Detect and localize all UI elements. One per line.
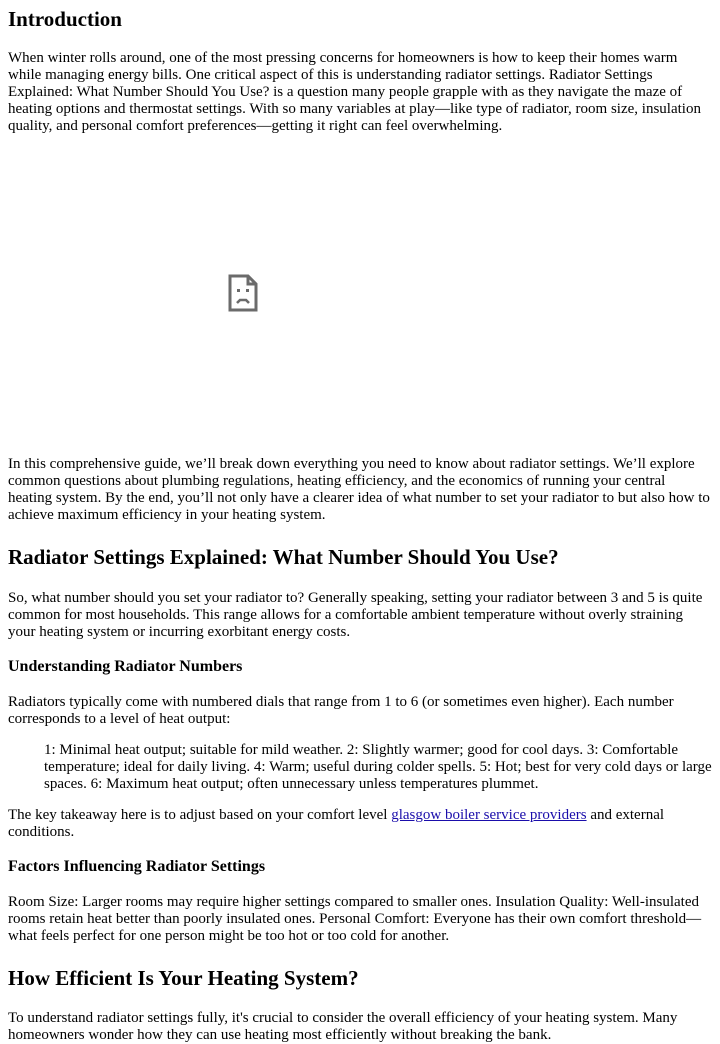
broken-image-icon [228, 274, 258, 312]
paragraph-understanding-numbers: Radiators typically come with numbered dials that range from 1 to 6 (or sometimes even higher). Each number corresponds to a level of heat output: [8, 694, 674, 727]
article [0, 7, 720, 1044]
section-paragraph-efficiency: To understand radiator settings fully, it's crucial to consider the overall efficiency of your heating system. Many homeowners wonder how they can use heating most efficiently without breaking the bank. [8, 1010, 678, 1043]
takeaway-text-after: and external conditions. [8, 807, 665, 840]
takeaway-text-before: The key takeaway here is to adjust based on your comfort level [8, 807, 392, 823]
section-paragraph-radiator-settings: So, what number should you set your radiator to? Generally speaking, setting your radiator between 3 and 5 is quite common for most households. This range allows for a comfortable ambient temperature without overly straining your heating system or incurring exorbitant energy costs. [8, 590, 703, 640]
intro-paragraph: When winter rolls around, one of the most pressing concerns for homeowners is how to keep their homes warm while managing energy bills. One critical aspect of this is understanding radiator settings. Radiator Settings Explained: What Number Should You Use? is a question many people grapple with as they navigate the maze of heating options and thermostat settings. With so many variables at play—like type of radiator, room size, insulation quality, and personal comfort preferences—getting it right can feel overwhelming. [8, 50, 701, 134]
guide-paragraph: In this comprehensive guide, we’ll break down everything you need to know about radiator settings. We’ll explore common questions about plumbing regulations, heating efficiency, and the economics of running your central heating system. By the end, you’ll not only have a clearer idea of what number to set your radiator to but also how to achieve maximum efficiency in your heating system. [8, 456, 710, 523]
takeaway-paragraph [8, 807, 712, 841]
intro-heading: Introduction [8, 7, 122, 31]
section-heading-radiator-settings: Radiator Settings Explained: What Number Should You Use? [8, 545, 559, 569]
section-heading-efficiency: How Efficient Is Your Heating System? [8, 966, 359, 990]
radiator-numbers-blockquote: 1: Minimal heat output; suitable for mild weather. 2: Slightly warmer; good for cool days. 3: Comfortable temperature; ideal for daily living. 4: Warm; useful during colder spells. 5: Hot; best for very cold days or large spaces. 6: Maximum heat output; often unnecessary unless temperatures plummet. [44, 742, 712, 792]
subheading-factors: Factors Influencing Radiator Settings [8, 858, 266, 875]
paragraph-factors: Room Size: Larger rooms may require higher settings compared to smaller ones. Insulation Quality: Well-insulated rooms retain heat better than poorly insulated ones. Personal Comfort: Everyone has their own comfort threshold—what feels perfect for one person might be too hot or too cold for another. [8, 894, 702, 944]
subheading-understanding-numbers: Understanding Radiator Numbers [8, 658, 243, 675]
boiler-service-link[interactable]: glasgow boiler service providers [391, 807, 587, 823]
article-image [8, 135, 712, 453]
